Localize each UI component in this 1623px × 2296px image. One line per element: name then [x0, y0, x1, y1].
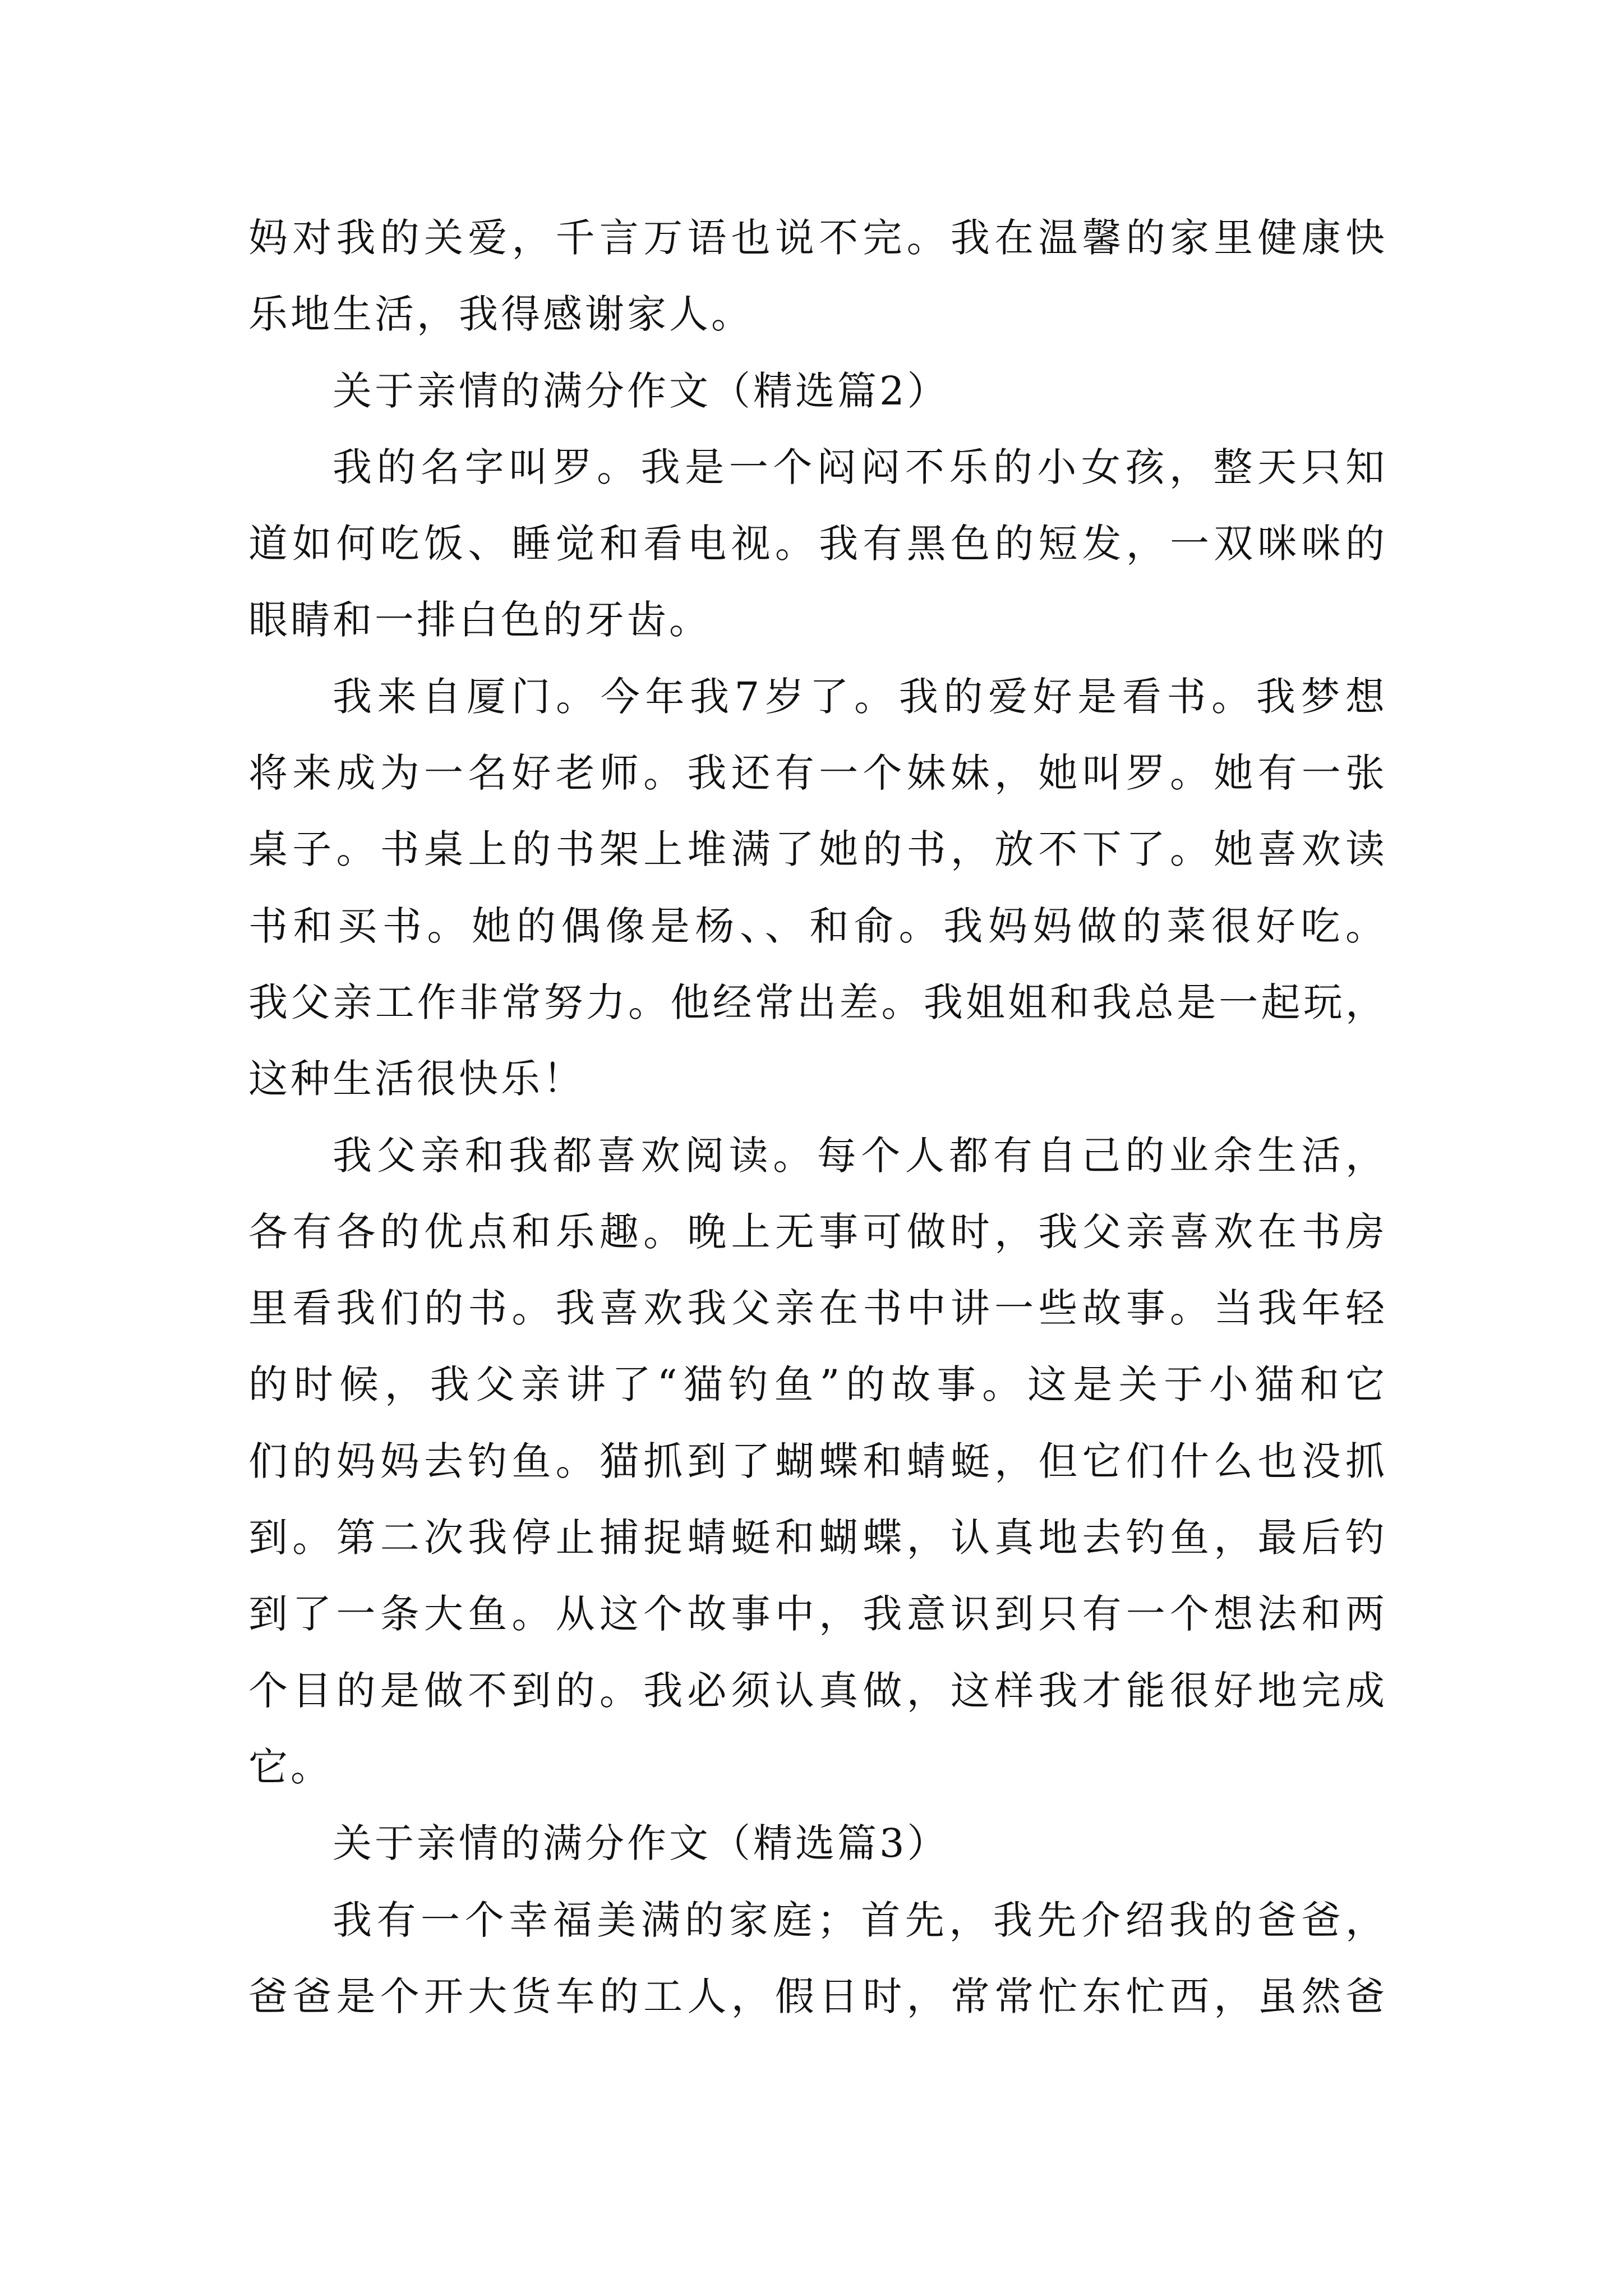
text-line: 到了一条大鱼。从这个故事中，我意识到只有一个想法和两	[248, 1591, 1385, 1637]
text-line: 乐地生活，我得感谢家人。	[248, 291, 753, 338]
text-line: 爸爸是个开大货车的工人，假日时，常常忙东忙西，虽然爸	[248, 1973, 1385, 2019]
text-line: 桌子。书桌上的书架上堆满了她的书，放不下了。她喜欢读	[248, 826, 1385, 873]
text-line: 我的名字叫罗。我是一个闷闷不乐的小女孩，整天只知	[333, 444, 1385, 490]
text-line: 这种生活很快乐！	[248, 1056, 585, 1102]
text-line: 我父亲和我都喜欢阅读。每个人都有自己的业余生活，	[333, 1132, 1385, 1179]
text-line: 书和买书。她的偶像是杨、、和俞。我妈妈做的菜很好吃。	[248, 903, 1385, 949]
text-line: 各有各的优点和乐趣。晚上无事可做时，我父亲喜欢在书房	[248, 1208, 1385, 1255]
section-heading: 关于亲情的满分作文（精选篇2）	[333, 367, 949, 414]
text-line: 道如何吃饭、睡觉和看电视。我有黑色的短发，一双咪咪的	[248, 521, 1385, 567]
text-line: 个目的是做不到的。我必须认真做，这样我才能很好地完成	[248, 1667, 1385, 1714]
text-line: 我父亲工作非常努力。他经常出差。我姐姐和我总是一起玩，	[248, 979, 1385, 1025]
text-line: 到。第二次我停止捕捉蜻蜓和蝴蝶，认真地去钓鱼，最后钓	[248, 1515, 1385, 1561]
text-line: 将来成为一名好老师。我还有一个妹妹，她叫罗。她有一张	[248, 750, 1385, 797]
text-line: 的时候，我父亲讲了“猫钓鱼”的故事。这是关于小猫和它	[248, 1361, 1385, 1408]
text-line: 它。	[248, 1743, 333, 1790]
text-line: 我有一个幸福美满的家庭；首先，我先介绍我的爸爸，	[333, 1897, 1385, 1943]
section-heading: 关于亲情的满分作文（精选篇3）	[333, 1820, 949, 1867]
body-text	[248, 200, 1385, 2035]
text-line: 眼睛和一排白色的牙齿。	[248, 597, 711, 643]
text-line: 我来自厦门。今年我7岁了。我的爱好是看书。我梦想	[333, 673, 1385, 720]
text-line: 妈对我的关爱，千言万语也说不完。我在温馨的家里健康快	[248, 215, 1385, 261]
text-line: 们的妈妈去钓鱼。猫抓到了蝴蝶和蜻蜓，但它们什么也没抓	[248, 1438, 1385, 1484]
text-line: 里看我们的书。我喜欢我父亲在书中讲一些故事。当我年轻	[248, 1285, 1385, 1332]
